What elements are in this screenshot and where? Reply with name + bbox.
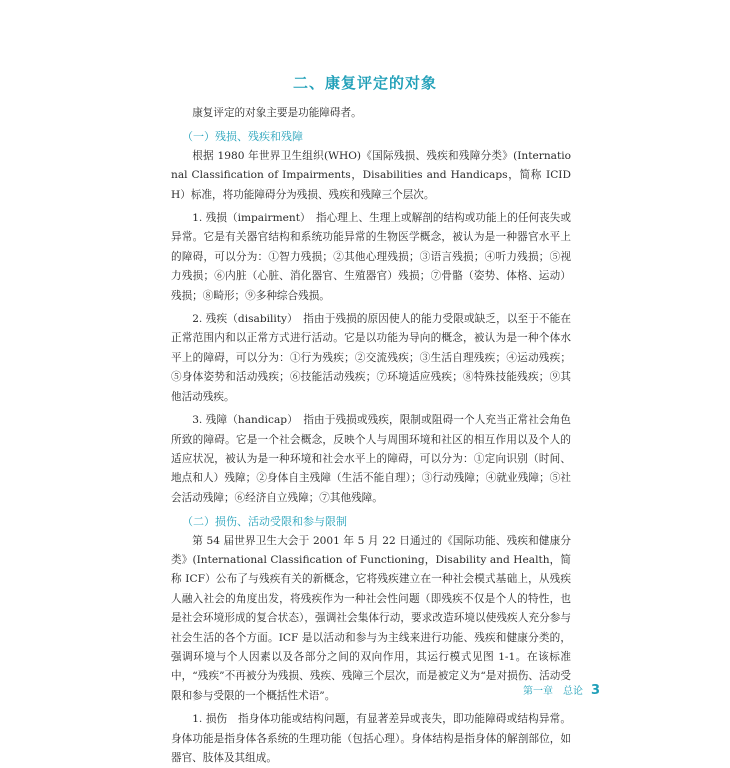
section-title: 二、康复评定的对象 [292,74,437,92]
page-footer [510,682,600,698]
footer-chapter: 第一章 总论 [522,686,583,697]
subheading-impairment: （一）残损、残疾和残障 [182,130,303,144]
paragraph-icf: 第 54 届世界卫生大会于 2001 年 5 月 22 日通过的《国际功能、残疾和健康分类》(International Classification of Functioning，Disability and Health，简称 ICF）公布了与残疾有关的新概念，它将残疾建立在一种社会模式基础上，从残疾人融入社会的角度出发，将残疾作为一种社会性问题（即残疾不仅是个人的特性，也是社会环境形成的复合状态），强调社会集体行动，要求改造环境以使残疾人充分参与社会生活的各个方面。ICF 是以活动和参与为主线来进行功能、残疾和健康分类的，强调环境与个人因素以及各部分之间的双向作用，其运行模式见图 1-1。在该标准中，“残疾”不再被分为残损、残疾、残障三个层次，而是被定义为“是对损伤、活动受限和参与受限的一个概括性术语”。 [171,534,571,702]
body-text [171,104,571,768]
paragraph-handicap: 3. 残障（handicap） 指由于残损或残疾，限制或阻碍一个人充当正常社会角色所致的障碍。它是一个社会概念，反映个人与周围环境和社区的相互作用以及个人的适应状况，被认为是一种环境和社会水平上的障碍，可以分为：①定向识别（时间、地点和人）残障；②身体自主残障（生活不能自理）；③行动残障；④就业残障；⑤社会活动残障；⑥经济自立残障；⑦其他残障。 [171,414,571,504]
paragraph-icidh: 根据 1980 年世界卫生组织(WHO)《国际残损、残疾和残障分类》(International Classification of Impairments，Disabilities and Handicaps，简称 ICIDH）标准，将功能障碍分为残损、残疾和残障三个层次。 [171,149,571,201]
subheading-participation: （二）损伤、活动受限和参与限制 [182,515,347,529]
paragraph-disability: 2. 残疾（disability） 指由于残损的原因使人的能力受限或缺乏，以至于不能在正常范围内和以正常方式进行活动。它是以功能为导向的概念，被认为是一种个体水平上的障碍，可以分为：①行为残疾；②交流残疾；③生活自理残疾；④运动残疾；⑤身体姿势和活动残疾；⑥技能活动残疾；⑦环境适应残疾；⑧特殊技能残疾；⑨其他活动残疾。 [171,313,571,403]
paragraph-injury: 1. 损伤 指身体功能或结构问题，有显著差异或丧失，即功能障碍或结构异常。身体功能是指身体各系统的生理功能（包括心理）。身体结构是指身体的解剖部位，如器官、肢体及其组成。 [171,713,571,764]
intro-paragraph: 康复评定的对象主要是功能障碍者。 [192,107,362,119]
paragraph-impairment: 1. 残损（impairment） 指心理上、生理上或解剖的结构或功能上的任何丧失或异常。它是有关器官结构和系统功能异常的生物医学概念，被认为是一种器官水平上的障碍，可以分为：①智力残损；②其他心理残损；③语言残损；④听力残损；⑤视力残损；⑥内脏（心脏、消化器官、生殖器官）残损；⑦骨骼（姿势、体格、运动）残损；⑧畸形；⑨多种综合残损。 [171,212,571,302]
page-number: 3 [590,683,600,698]
